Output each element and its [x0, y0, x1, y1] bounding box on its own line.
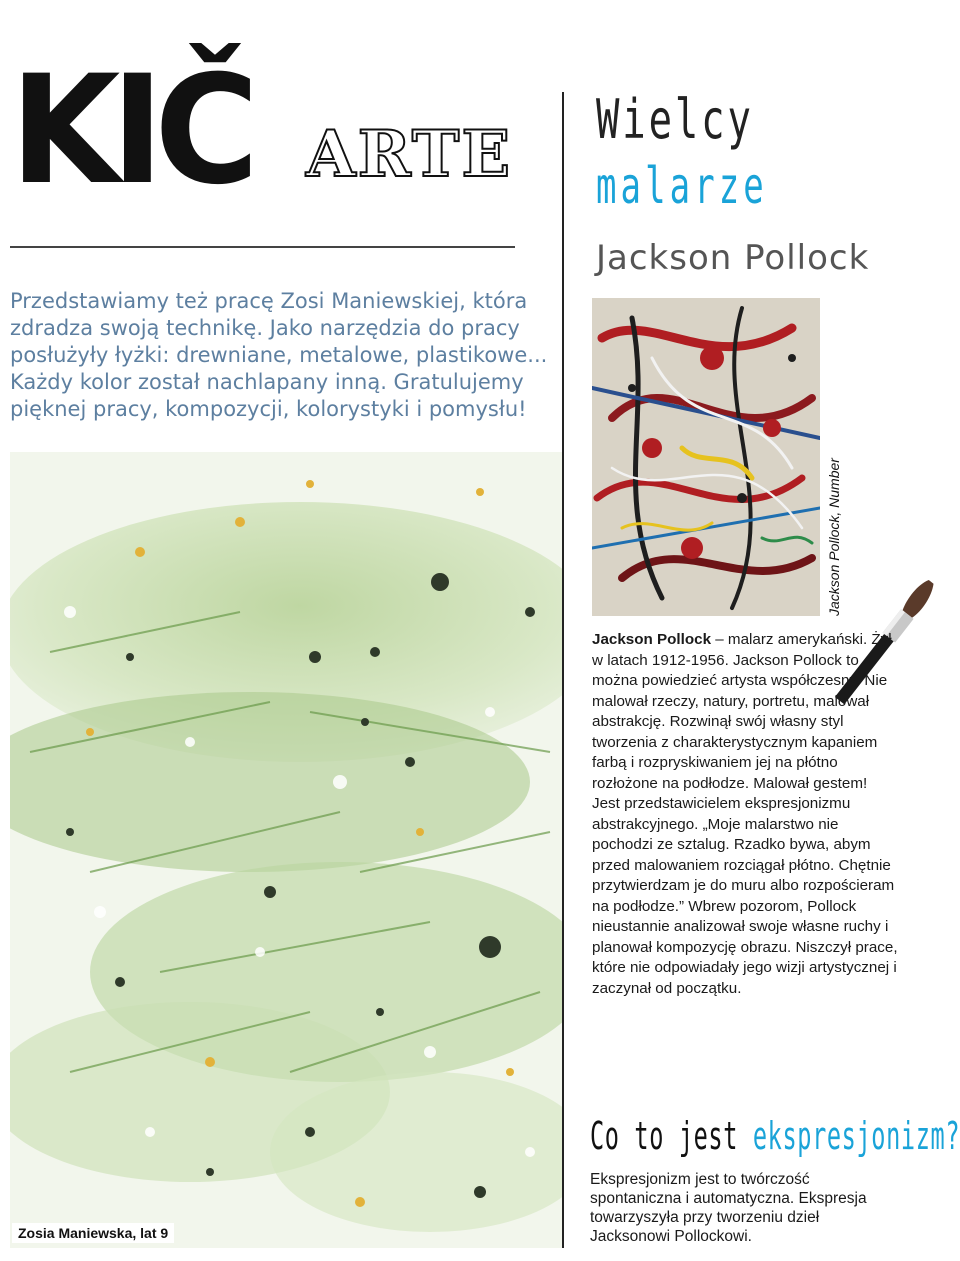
heading-malarze: malarze	[596, 157, 768, 215]
question-heading	[590, 1114, 960, 1158]
artist-heading: Jackson Pollock	[596, 238, 870, 278]
logo-arte: ARTE	[306, 117, 513, 192]
question-answer: Ekspresjonizm jest to twórczość spontaniczna i automatyczna. Ekspresja towarzyszyła przy tworzeniu dzieł Jacksonowi Pollockowi.	[590, 1171, 867, 1245]
bio-name: Jackson Pollock	[592, 631, 712, 648]
painting-caption: Jackson Pollock, Number	[826, 458, 842, 616]
heading-wielcy: Wielcy	[596, 88, 754, 151]
zosia-artwork	[10, 452, 562, 1248]
artwork-caption: Zosia Maniewska, lat 9	[12, 1223, 174, 1243]
pollock-painting	[592, 298, 820, 616]
header-rule	[10, 246, 515, 248]
artist-bio	[592, 630, 898, 999]
intro-text: Przedstawiamy też pracę Zosi Maniewskiej, która zdradza swoją technikę. Jako narzędzia do pracy posłużyły łyżki: drewniane, metalowe, plastikowe... Każdy kolor został nachlapany inną. Gratulujemy pięknej pracy, kompozycji, kolorystyki i pomysłu!	[10, 289, 548, 421]
bio-text: – malarz amerykański. Żył w latach 1912-1956. Jackson Pollock to można powiedzieć artysta współczesny. Nie malował rzeczy, natury, portretu, malował abstrakcję. Rozwinął swój własny styl tworzenia z charakterystycznym kapaniem farbą i rozpryskiwaniem jej na płótno rozłożone na podłodze. Malował gestem! Jest przedstawicielem ekspresjonizmu abstrakcyjnego. „Moje malarstwo nie pochodzi ze sztalug. Rzadko bywa, abym przed malowaniem rozciągał płótno. Chętnie przytwierdzam je do muru albo rozpościeram na podłodze.” Wbrew pozorom, Pollock nieustannie analizował swoje własne ruchy i planował kompozycję obrazu. Niszczył prace, które nie odpowiadały jego wizji artystycznej i zaczynał od początku.	[592, 631, 898, 997]
column-divider	[562, 92, 564, 1248]
question-prefix: Co to jest	[590, 1114, 753, 1158]
logo-kic: KIČ	[10, 44, 250, 218]
question-highlight: ekspresjonizm?	[752, 1114, 960, 1158]
